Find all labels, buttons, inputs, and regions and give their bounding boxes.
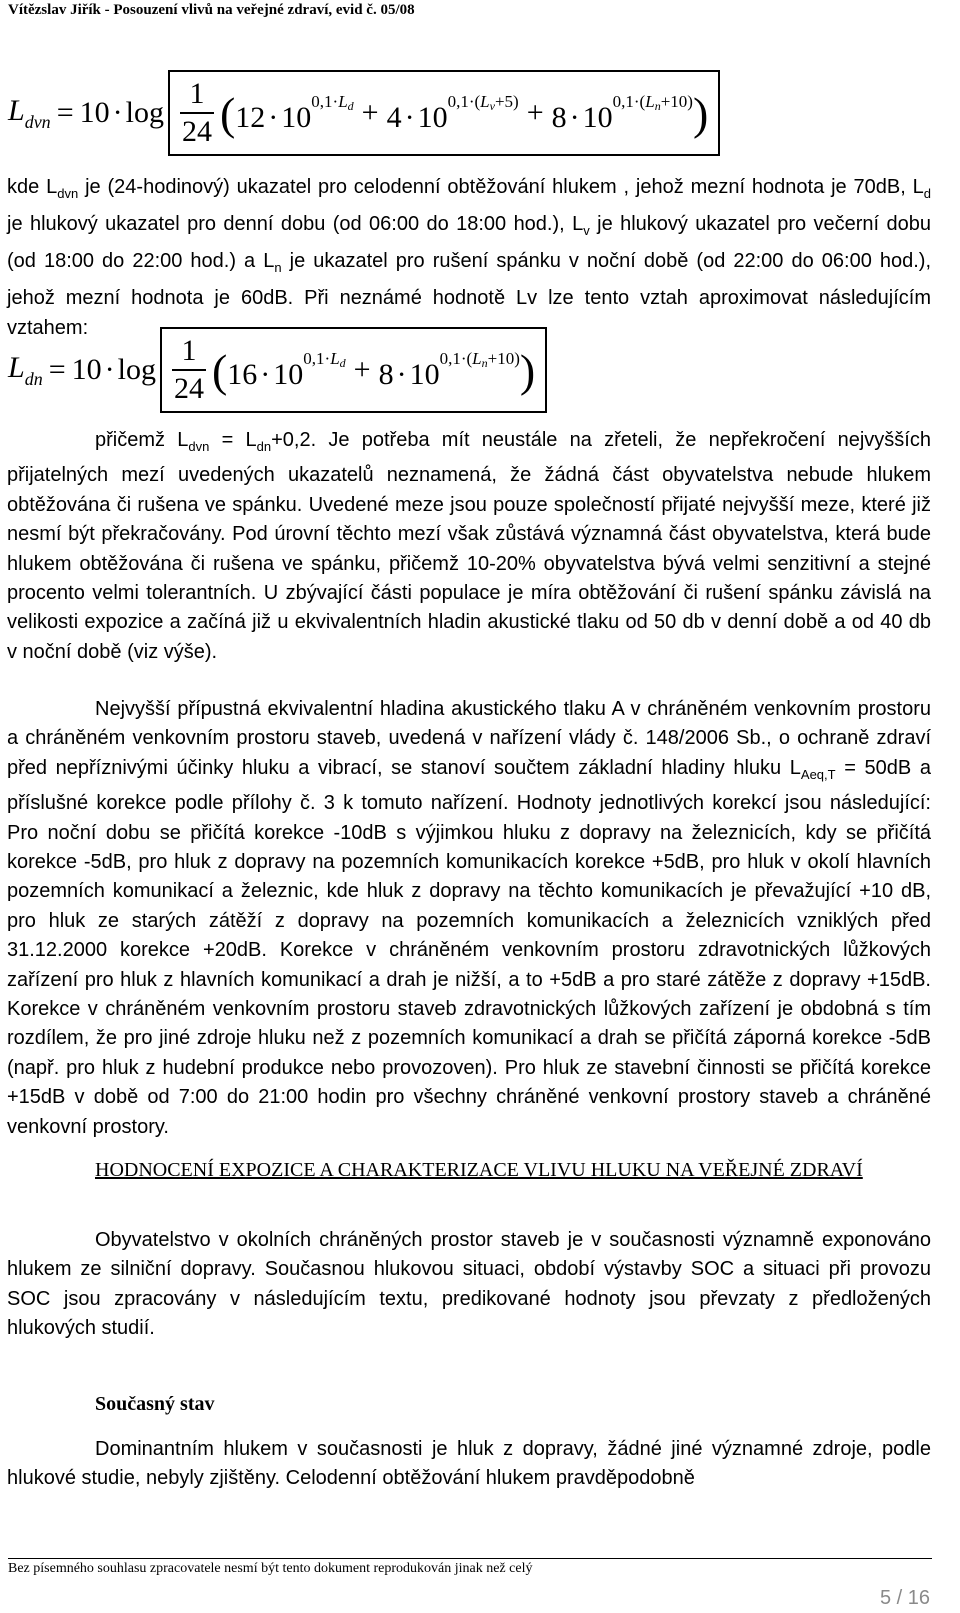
log-label: log [117,353,156,386]
document-header: Vítězslav Jiřík - Posouzení vlivů na veřejné zdraví, evid č. 05/08 [8,2,415,18]
term-day: $16 \cdot 10^{0,1\cdot L_d}$ [227,348,346,391]
term-evening: $4 \cdot 10^{0,1\cdot(L_v+5)}$ [386,91,519,134]
bracket-group: $\frac{1}{24}$ ( $12 \cdot 10^{0,1\cdot L_d}$ + $4 \cdot 10^{0,1\cdot(L_v+5)}$ + $8 \cdot 10^{0,1\cdot(L_n+10)}$ ) [168,70,720,156]
formula-ldvn: $L_{dvn}$ = 10 · log $\frac{1}{24}$ ( $12 \cdot 10^{0,1\cdot L_d}$ + $4 \cdot 10^{0,1\cdot(L_v+5)}$ + $8 \cdot 10^{0,1\cdot(L_n+10)}$ ) [8,70,720,156]
page-number: 5 / 16 [879,1587,930,1609]
footer-notice: Bez písemného souhlasu zpracovatele nesmí být tento dokument reprodukován jinak než celý [8,1561,533,1576]
term-day: $12 \cdot 10^{0,1\cdot L_d}$ [235,91,354,134]
term-night: $8 \cdot 10^{0,1\cdot(L_n+10)}$ [378,348,520,391]
footer-divider [8,1558,932,1559]
formula-lhs: $L_{dvn}$ [8,93,51,132]
paragraph-tolerance: přičemž $L_{dvn} = L_{dn}+0,2$. Je potřeba mít neustále na zřeteli, že nepřekročení nejvyšších přijatelných mezí uvedených ukazatelů neznamená, že žádná část obyvatelstva nebude hlukem obtěžována či rušena ve spánku. Uvedené meze jsou pouze společností přijaté nejvyšší meze, které již nesmí být překračovány. Pod úrovní těchto mezí však zůstává významná část obyvatelstva, která bude hlukem obtěžována či rušena ve spánku, přičemž 10-20% obyvatelstva bývá velmi senzitivní a stejné procento velmi tolerantních. U zbývající části populace je míra obtěžování či rušení spánku závislá na velikosti expozice a začíná již u ekvivalentních hladin akustické tlaku od 50 db v denní době a od 40 db v noční době (viz výše). [7,429,931,663]
formula-lhs: $L_{dn}$ [8,350,43,389]
equals-sign: = [56,96,74,129]
paragraph-current-state: Dominantním hlukem v současnosti je hluk z dopravy, žádné jiné významné zdroje, podle hlukové studie, nebyly zjištěny. Celodenní obtěžování hlukem pravděpodobně [7,1438,931,1490]
equals-sign: = [48,353,66,386]
factor: 10 [79,96,110,129]
log-label: log [125,96,164,129]
factor: 10 [71,353,102,386]
formula-ldn: $L_{dn}$ = 10 · log $\frac{1}{24}$ ( $16 \cdot 10^{0,1\cdot L_d}$ + $8 \cdot 10^{0,1\cdot(L_n+10)}$ ) [8,327,547,413]
paragraph-definitions: kde $L_{dvn}$ je (24-hodinový) ukazatel pro celodenní obtěžování hlukem , jehož mezní hodnota je 70dB, $L_d$ je hlukový ukazatel pro denní dobu (od 06:00 do 18:00 hod.), $L_v$ je hlukový ukazatel pro večerní dobu (od 18:00 do 22:00 hod.) a $L_n$ je ukazatel pro rušení spánku v noční době (od 22:00 do 06:00 hod.), jehož mezní hodnota je 60dB. Při neznámé hodnotě Lv lze tento vztah aproximovat následujícím vztahem: [7,176,932,339]
fraction: $\frac{1}{24}$ [173,334,204,405]
term-night: $8 \cdot 10^{0,1\cdot(L_n+10)}$ [551,91,693,134]
section-heading-current-state: Současný stav [95,1393,215,1415]
paragraph-exposure: Obyvatelstvo v okolních chráněných prostor staveb je v současnosti významně exponováno hlukem ze silniční dopravy. Současnou hlukovou situaci, období výstavby SOC a situaci při provozu SOC jsou zpracovány v následujícím textu, predikované hodnoty jsou převzaty z předložených hlukových studií. [7,1229,931,1340]
section-heading-exposure: HODNOCENÍ EXPOZICE A CHARAKTERIZACE VLIVU HLUKU NA VEŘEJNÉ ZDRAVÍ [95,1159,863,1181]
paragraph-limits: Nejvyšší přípustná ekvivalentní hladina akustického tlaku A v chráněném venkovním prostoru a chráněném venkovním prostoru staveb, uvedená v nařízení vlády č. 148/2006 Sb., o ochraně zdraví před nepříznivými účinky hluku a vibrací, se stanoví součtem základní hladiny hluku $L_{Aeq,T} = 50dB$ a příslušné korekce podle přílohy č. 3 k tomuto nařízení. Hodnoty jednotlivých korekcí jsou následující: Pro noční dobu se přičítá korekce -10dB s výjimkou hluku z dopravy na železnicích, kdy se přičítá korekce -5dB, pro hluk z dopravy na pozemních komunikacích korekce +5dB, pro hluk v okolí hlavních pozemních komunikací a železnic, kde hluk z dopravy na těchto komunikacích je převažující +10 dB, pro hluk ze starých zátěží z dopravy na pozemních komunikacích a železnicích vzniklých před 31.12.2000 korekce +20dB. Korekce v chráněném venkovním prostoru zdravotnických lůžkových zařízení pro hluk z hlavních komunikací a drah je nižší, a to +5dB a pro staré zátěže z dopravy +15dB. Korekce v chráněném venkovním prostoru staveb zdravotnických lůžkových zařízení je obdobná s tím rozdílem, že pro jiné zdroje hluku než z pozemních komunikací a drah se přičítá záporná korekce -5dB (např. pro hluk z hudební produkce nebo provozoven). Pro hluk ze stavební činnosti se přičítá korekce +15dB v době od 7:00 do 21:00 hodin pro všechny chráněné venkovní prostory staveb a chráněné venkovní prostory. [7,698,931,1138]
bracket-group: $\frac{1}{24}$ ( $16 \cdot 10^{0,1\cdot L_d}$ + $8 \cdot 10^{0,1\cdot(L_n+10)}$ ) [160,327,547,413]
fraction: $\frac{1}{24}$ [181,77,212,148]
